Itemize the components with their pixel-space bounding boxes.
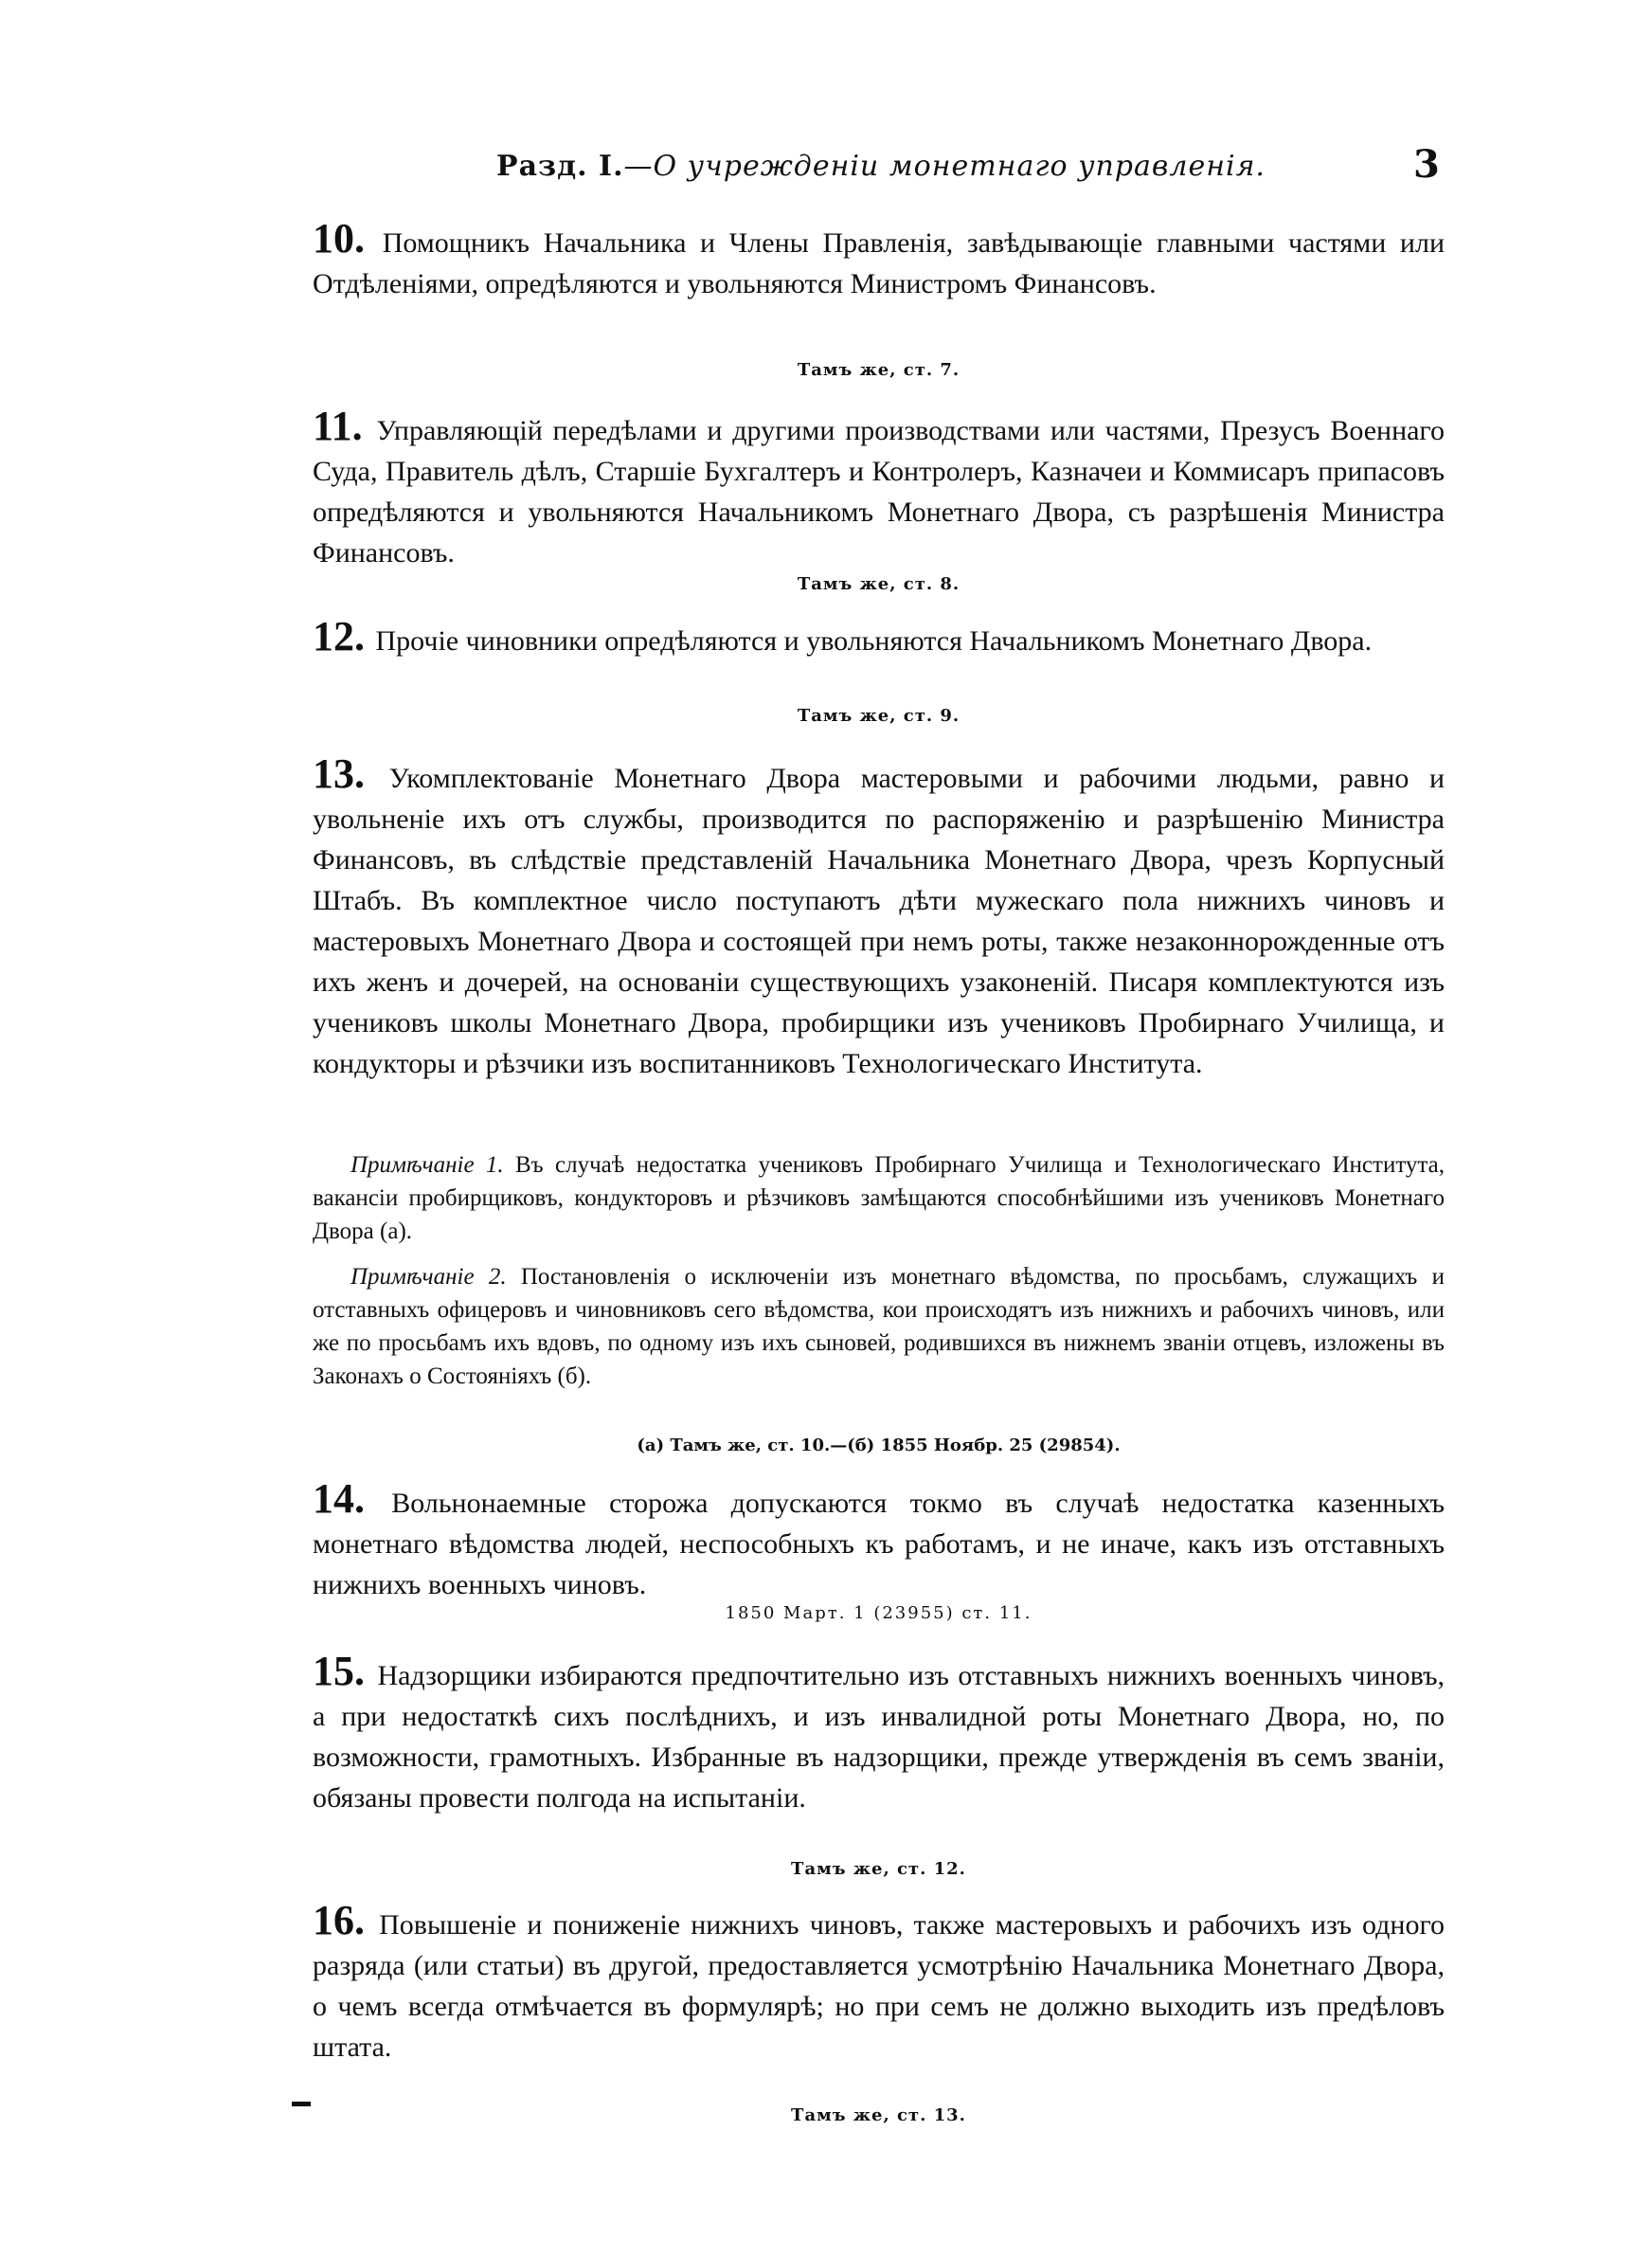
article-10 bbox=[313, 215, 1446, 304]
article-number: 11. bbox=[313, 403, 363, 449]
note-label: Примѣчаніе 2. bbox=[350, 1264, 507, 1290]
margin-dash-mark bbox=[292, 2102, 311, 2106]
article-text: Повышеніе и пониженіе нижнихъ чиновъ, также мастеровыхъ и рабочихъ изъ одного разряда (или статьи) въ другой, предоставляется усмотрѣнію Начальника Монетнаго Двора, о чемъ всегда отмѣчается въ формулярѣ; но при семъ не должно выходить изъ предѣловъ штата. bbox=[313, 1909, 1445, 2063]
citation: 1850 Март. 1 (23955) ст. 11. bbox=[725, 1603, 1032, 1623]
article-text: Укомплектованіе Монетнаго Двора мастеровыми и рабочими людьми, равно и увольненіе ихъ отъ службы, производится по распоряженію и разрѣшенію Министра Финансовъ, въ слѣдствіе представленій Начальника Монетнаго Двора, чрезъ Корпусный Штабъ. Въ комплектное число поступаютъ дѣти мужескаго пола нижнихъ чиновъ и мастеровыхъ Монетнаго Двора и состоящей при немъ роты, также незаконнорожденные отъ ихъ женъ и дочерей, на основаніи существующихъ узаконеній. Писаря комплектуются изъ учениковъ школы Монетнаго Двора, пробирщики изъ учениковъ Пробирнаго Училища, и кондукторы и рѣзчики изъ воспитанниковъ Технологическаго Института. bbox=[313, 763, 1446, 1079]
article-number: 10. bbox=[313, 215, 365, 262]
running-head bbox=[313, 150, 1449, 183]
citation: Тамъ же, ст. 12. bbox=[791, 1859, 966, 1879]
article-15 bbox=[313, 1648, 1446, 1818]
article-number: 15. bbox=[313, 1648, 365, 1694]
article-14 bbox=[313, 1475, 1446, 1605]
footnote-citation: (а) Тамъ же, ст. 10.—(б) 1855 Ноябр. 25 (29854). bbox=[637, 1435, 1121, 1455]
page-number: 3 bbox=[1413, 142, 1440, 187]
note-1 bbox=[313, 1148, 1445, 1248]
section-title: —О учрежденіи монетнаго управленія. bbox=[623, 150, 1266, 183]
article-number: 13. bbox=[313, 750, 365, 797]
article-number: 14. bbox=[313, 1475, 365, 1522]
note-text: Въ случаѣ недостатка учениковъ Пробирнаго Училища и Технологическаго Института, вакансіи пробирщиковъ, кондукторовъ и рѣзчиковъ замѣщаются способнѣйшими изъ учениковъ Монетнаго Двора (а). bbox=[313, 1152, 1445, 1244]
article-text: Управляющій передѣлами и другими производствами или частями, Презусъ Военнаго Суда, Правитель дѣлъ, Старшіе Бухгалтеръ и Контролеръ, Казначеи и Коммисаръ припасовъ опредѣляются и увольняются Начальникомъ Монетнаго Двора, съ разрѣшенія Министра Финансовъ. bbox=[313, 415, 1445, 569]
article-16 bbox=[313, 1897, 1445, 2067]
article-text: Прочіе чиновники опредѣляются и увольняются Начальникомъ Монетнаго Двора. bbox=[375, 625, 1373, 657]
citation: Тамъ же, ст. 8. bbox=[797, 574, 961, 594]
article-13 bbox=[313, 750, 1446, 1084]
article-12 bbox=[313, 613, 1445, 661]
article-number: 16. bbox=[313, 1897, 365, 1943]
note-text: Постановленія о исключеніи изъ монетнаго вѣдомства, по просьбамъ, служащихъ и отставныхъ офицеровъ и чиновниковъ сего вѣдомства, кои происходятъ изъ нижнихъ и рабочихъ чиновъ, или же по просьбамъ ихъ вдовъ, по одному изъ ихъ сыновей, родившихся въ нижнемъ званіи отцевъ, изложены въ Законахъ о Состояніяхъ (б). bbox=[313, 1264, 1445, 1389]
citation: Тамъ же, ст. 9. bbox=[797, 706, 961, 726]
note-label: Примѣчаніе 1. bbox=[350, 1152, 504, 1178]
citation: Тамъ же, ст. 13. bbox=[791, 2105, 966, 2125]
citation: Тамъ же, ст. 7. bbox=[797, 360, 961, 380]
article-number: 12. bbox=[313, 613, 365, 659]
article-text: Надзорщики избираются предпочтительно изъ отставныхъ нижнихъ военныхъ чиновъ, а при недостаткѣ сихъ послѣднихъ, и изъ инвалидной роты Монетнаго Двора, но, по возможности, грамотныхъ. Избранные въ надзорщики, прежде утвержденія въ семъ званіи, обязаны провести полгода на испытаніи. bbox=[313, 1660, 1446, 1814]
article-11 bbox=[313, 403, 1445, 573]
section-label: Разд. I. bbox=[496, 150, 624, 183]
article-text: Вольнонаемные сторожа допускаются токмо въ случаѣ недостатка казенныхъ монетнаго вѣдомства людей, неспособныхъ къ работамъ, и не иначе, какъ изъ отставныхъ нижнихъ военныхъ чиновъ. bbox=[313, 1488, 1446, 1600]
article-text: Помощникъ Начальника и Члены Правленія, завѣдывающіе главными частями или Отдѣленіями, опредѣляются и увольняются Министромъ Финансовъ. bbox=[313, 227, 1446, 299]
note-2 bbox=[313, 1260, 1445, 1393]
